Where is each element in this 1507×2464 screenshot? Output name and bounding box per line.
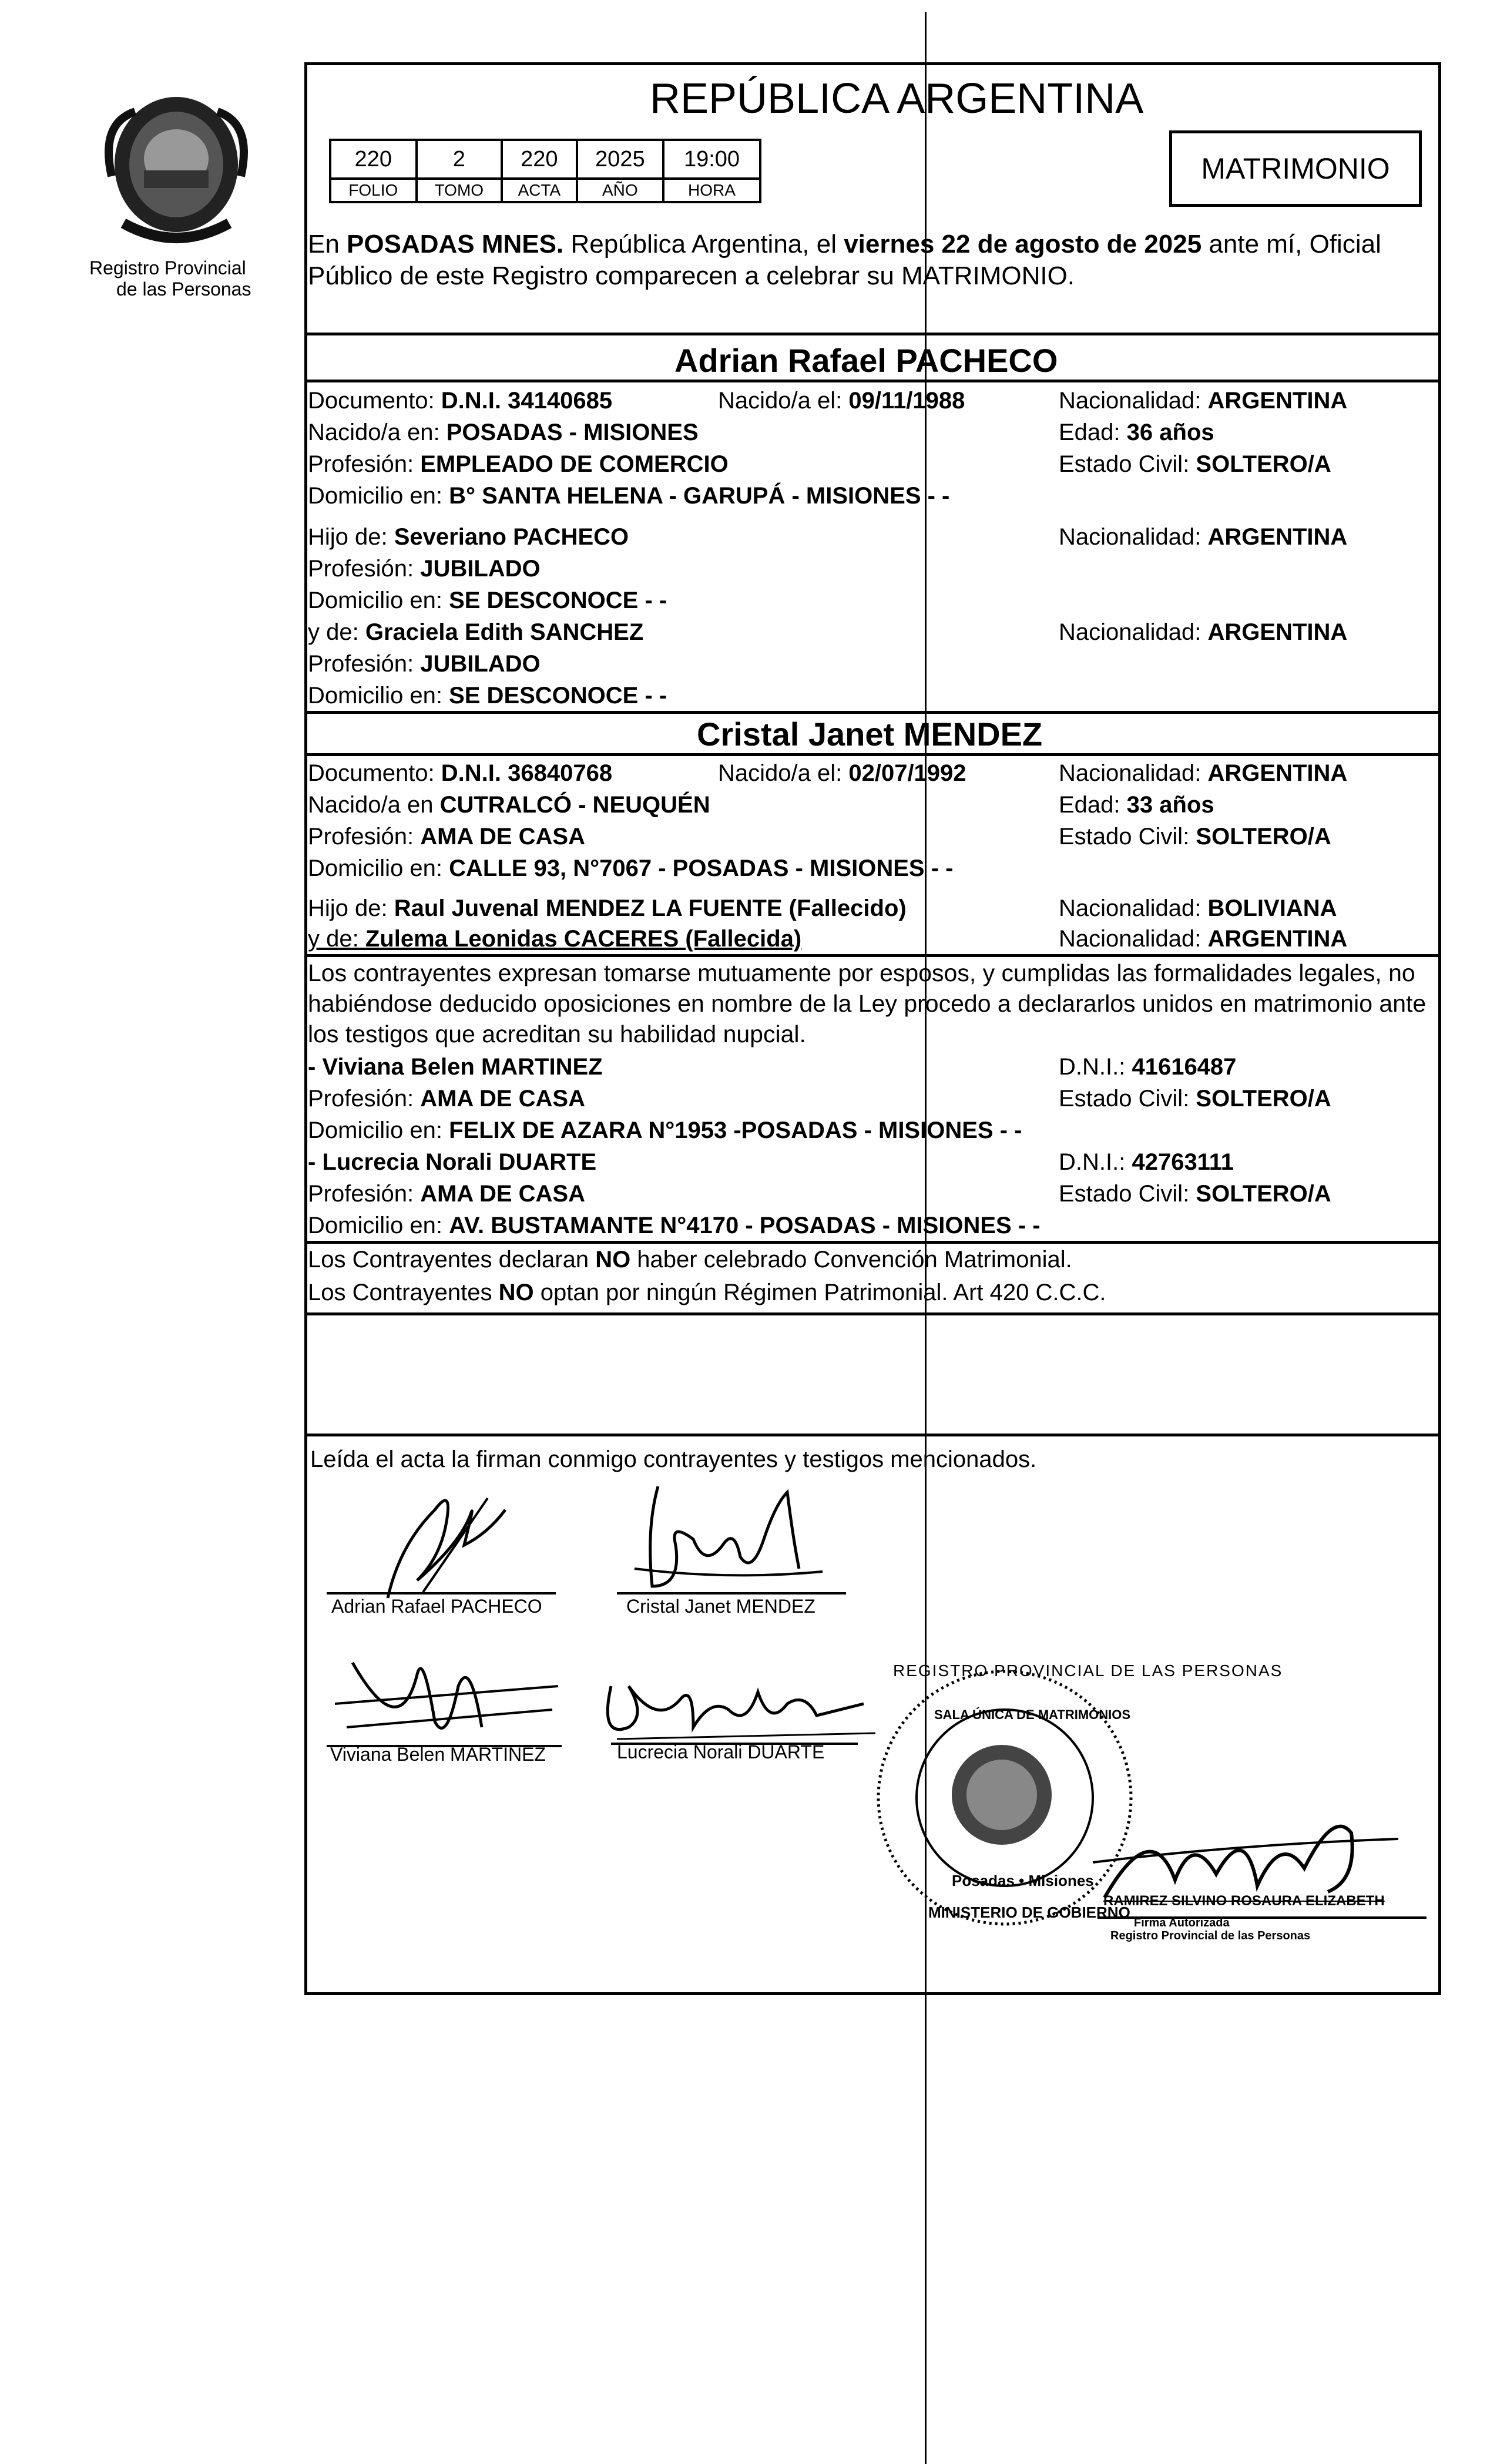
label: Nacido/a el: <box>718 760 849 786</box>
bride-signature-icon <box>611 1469 834 1604</box>
value: ARGENTINA <box>1207 760 1348 786</box>
label: Nacionalidad: <box>1059 760 1208 786</box>
label: Documento: <box>308 760 441 786</box>
label: D.N.I.: <box>1059 1054 1132 1080</box>
divider <box>304 1312 1441 1315</box>
witness-2-civil <box>1059 1180 1331 1208</box>
registry-label: AÑO <box>577 179 663 202</box>
bride-born-on <box>718 759 966 787</box>
value: Raul Juvenal MENDEZ LA FUENTE (Fallecido) <box>394 895 907 921</box>
groom-doc <box>308 387 612 415</box>
value: SE DESCONOCE - - <box>449 588 667 613</box>
value: JUBILADO <box>420 651 541 677</box>
officer-role-1: Firma Autorizada <box>1134 1916 1230 1929</box>
bride-mother <box>308 925 801 953</box>
value: D.N.I. 34140685 <box>441 388 613 414</box>
value: POSADAS - MISIONES <box>446 419 699 445</box>
bride-father-nationality <box>1059 894 1337 922</box>
intro-line-2: Público de este Registro comparecen a celebrar su MATRIMONIO. <box>308 261 1075 290</box>
label: Hijo de: <box>308 524 394 550</box>
registry-label: FOLIO <box>330 179 417 202</box>
intro-text: República Argentina, el <box>563 230 844 259</box>
declaration-line-3: los testigos que acreditan su habilidad nupcial. <box>308 1020 806 1048</box>
value: 36 años <box>1126 419 1214 445</box>
label: Nacionalidad: <box>1059 926 1208 952</box>
officer-name: RAMIREZ SILVINO ROSAURA ELIZABETH <box>1103 1893 1385 1909</box>
groom-born-on <box>718 387 965 415</box>
label: Profesión: <box>308 451 421 477</box>
value: ARGENTINA <box>1207 388 1348 414</box>
label: Profesión: <box>308 824 421 850</box>
value: 42763111 <box>1132 1149 1234 1175</box>
groom-profession <box>308 450 729 478</box>
label: Nacionalidad: <box>1059 895 1208 921</box>
divider <box>304 1241 1441 1244</box>
registry-value: 2025 <box>577 140 663 179</box>
value: 09/11/1988 <box>848 388 965 414</box>
witness-1-dni <box>1059 1053 1236 1081</box>
witness-2-signature-caption: Lucrecia Norali DUARTE <box>617 1741 825 1763</box>
label: Profesión: <box>308 651 421 677</box>
label: Profesión: <box>308 556 421 582</box>
value: BOLIVIANA <box>1207 895 1337 921</box>
page-title: REPÚBLICA ARGENTINA <box>650 75 1144 122</box>
groom-mother-address <box>308 682 667 710</box>
divider <box>304 333 1441 335</box>
label: y de: <box>308 926 365 952</box>
value: B° SANTA HELENA - GARUPÁ - MISIONES - - <box>449 483 950 509</box>
groom-name: Adrian Rafael PACHECO <box>674 342 1058 379</box>
stamp-outer-text: REGISTRO PROVINCIAL DE LAS PERSONAS <box>893 1661 1283 1680</box>
convention-line-1 <box>308 1246 1072 1274</box>
label: Nacido/a en: <box>308 419 447 445</box>
label: Domicilio en: <box>308 683 449 709</box>
label: Domicilio en: <box>308 588 449 613</box>
stamp-city-text: Posadas • Misiones <box>952 1872 1094 1889</box>
label: Estado Civil: <box>1059 1086 1196 1112</box>
divider <box>304 711 1441 714</box>
registry-label: TOMO <box>417 179 502 202</box>
intro-line-1 <box>308 230 1381 259</box>
registry-value: 2 <box>417 140 502 179</box>
label: Edad: <box>1059 419 1127 445</box>
label: Nacido/a el: <box>718 388 849 414</box>
value: SOLTERO/A <box>1196 1181 1331 1207</box>
label: Documento: <box>308 388 441 414</box>
divider <box>304 1434 1441 1436</box>
value: ARGENTINA <box>1207 524 1348 550</box>
value: ARGENTINA <box>1207 619 1348 645</box>
registry-value: 220 <box>330 140 417 179</box>
value: 02/07/1992 <box>848 760 966 786</box>
witness-2-address <box>308 1211 1041 1240</box>
intro-date: viernes 22 de agosto de 2025 <box>844 230 1202 259</box>
registry-label: ACTA <box>502 179 577 202</box>
logo-text-2: de las Personas <box>116 278 251 300</box>
bride-profession <box>308 823 585 851</box>
registry-table <box>329 139 761 203</box>
text: NO <box>498 1280 534 1305</box>
value: AMA DE CASA <box>420 1181 585 1207</box>
witness-1-profession <box>308 1085 585 1113</box>
text: optan por ningún Régimen Patrimonial. Art 420 C.C.C. <box>533 1280 1106 1305</box>
bride-name: Cristal Janet MENDEZ <box>697 716 1043 753</box>
declaration-line-2: habiéndose deducido oposiciones en nombre de la Ley procedo a declararlos unidos en matrimonio ante <box>308 990 1427 1017</box>
label: Estado Civil: <box>1059 824 1196 850</box>
value: SE DESCONOCE - - <box>449 683 667 709</box>
bride-father <box>308 894 907 922</box>
value: EMPLEADO DE COMERCIO <box>420 451 729 477</box>
value: D.N.I. 36840768 <box>441 760 613 786</box>
closing-text: Leída el acta la firman conmigo contrayentes y testigos mencionados. <box>310 1446 1037 1472</box>
value: SOLTERO/A <box>1196 1086 1331 1112</box>
value: 41616487 <box>1132 1054 1237 1080</box>
value: AMA DE CASA <box>420 824 585 850</box>
label: Profesión: <box>308 1086 421 1112</box>
groom-address <box>308 482 949 510</box>
bride-signature-caption: Cristal Janet MENDEZ <box>626 1596 815 1617</box>
label: Nacionalidad: <box>1059 388 1208 414</box>
registry-label: HORA <box>663 179 760 202</box>
label: Edad: <box>1059 792 1127 818</box>
witness-2-name: - Lucrecia Norali DUARTE <box>308 1149 597 1175</box>
witness-2-profession <box>308 1180 585 1208</box>
bride-mother-nationality <box>1059 925 1347 953</box>
intro-place: POSADAS MNES. <box>347 230 564 259</box>
divider <box>304 380 1441 382</box>
officer-role-2: Registro Provincial de las Personas <box>1110 1929 1311 1942</box>
signature-line <box>327 1592 556 1594</box>
label: Domicilio en: <box>308 855 449 881</box>
value: FELIX DE AZARA N°1953 -POSADAS - MISIONES - - <box>449 1117 1022 1143</box>
groom-signature-icon <box>353 1475 541 1604</box>
label: Estado Civil: <box>1059 451 1196 477</box>
registry-value: 220 <box>502 140 577 179</box>
bride-nationality <box>1059 759 1347 787</box>
groom-father <box>308 523 629 551</box>
declaration-line-1: Los contrayentes expresan tomarse mutuamente por esposos, y cumplidas las formalidades legales, no <box>308 959 1415 986</box>
label: y de: <box>308 619 365 645</box>
value: Graciela Edith SANCHEZ <box>365 619 644 645</box>
label: Nacido/a en <box>308 792 440 818</box>
value: JUBILADO <box>420 556 541 582</box>
convention-line-2 <box>308 1278 1106 1307</box>
groom-nationality <box>1059 387 1347 415</box>
intro-text: ante mí, Oficial <box>1201 230 1381 259</box>
witness-2-dni <box>1059 1148 1234 1176</box>
value: Severiano PACHECO <box>394 524 629 550</box>
bride-civil-status <box>1059 823 1331 851</box>
groom-born-in <box>308 418 699 447</box>
label: Domicilio en: <box>308 1213 449 1238</box>
label: Domicilio en: <box>308 1117 449 1143</box>
text: Los Contrayentes declaran <box>308 1247 596 1273</box>
value: 33 años <box>1126 792 1214 818</box>
stamp-inner-text: SALA ÚNICA DE MATRIMONIOS <box>934 1707 1131 1722</box>
witness-1-name: - Viviana Belen MARTINEZ <box>308 1054 603 1080</box>
logo <box>88 88 264 259</box>
groom-civil-status <box>1059 450 1331 478</box>
groom-age <box>1059 418 1214 447</box>
bride-born-in <box>308 791 710 819</box>
groom-father-address <box>308 586 667 615</box>
text: Los Contrayentes <box>308 1280 499 1305</box>
witness-1-civil <box>1059 1085 1331 1113</box>
groom-father-nationality <box>1059 523 1347 551</box>
value: CALLE 93, N°7067 - POSADAS - MISIONES - - <box>449 855 954 881</box>
divider <box>304 753 1441 756</box>
value: AV. BUSTAMANTE N°4170 - POSADAS - MISIONES - - <box>449 1213 1041 1238</box>
value: SOLTERO/A <box>1196 451 1331 477</box>
value: SOLTERO/A <box>1196 824 1331 850</box>
witness-2-signature-icon <box>593 1651 887 1751</box>
groom-mother-nationality <box>1059 618 1347 646</box>
label: Domicilio en: <box>308 483 449 509</box>
signature-line <box>617 1592 846 1594</box>
groom-signature-caption: Adrian Rafael PACHECO <box>331 1596 542 1617</box>
intro-text: En <box>308 230 347 259</box>
province-seal-icon <box>88 88 264 259</box>
logo-text-1: Registro Provincial <box>89 257 246 278</box>
value: CUTRALCÓ - NEUQUÉN <box>439 792 710 818</box>
label: Nacionalidad: <box>1059 619 1208 645</box>
witness-1-signature-caption: Viviana Belen MARTINEZ <box>330 1744 546 1765</box>
label: Profesión: <box>308 1181 421 1207</box>
label: D.N.I.: <box>1059 1149 1132 1175</box>
registry-value: 19:00 <box>663 140 760 179</box>
label: Estado Civil: <box>1059 1181 1196 1207</box>
groom-mother <box>308 618 643 646</box>
witness-1-address <box>308 1116 1022 1144</box>
value: AMA DE CASA <box>420 1086 585 1112</box>
value: Zulema Leonidas CACERES (Fallecida) <box>365 926 802 952</box>
groom-mother-profession <box>308 650 541 678</box>
witness-1-signature-icon <box>329 1639 564 1751</box>
stamp-bottom-text: MINISTERIO DE GOBIERNO <box>928 1904 1130 1921</box>
label: Nacionalidad: <box>1059 524 1208 550</box>
text: NO <box>595 1247 631 1273</box>
bride-age <box>1059 791 1214 819</box>
label: Hijo de: <box>308 895 394 921</box>
value: ARGENTINA <box>1207 926 1348 952</box>
bride-address <box>308 854 953 882</box>
text: haber celebrado Convención Matrimonial. <box>630 1247 1072 1273</box>
bride-doc <box>308 759 612 787</box>
divider <box>304 954 1441 957</box>
groom-father-profession <box>308 555 541 583</box>
doc-type-box: MATRIMONIO <box>1169 130 1422 207</box>
